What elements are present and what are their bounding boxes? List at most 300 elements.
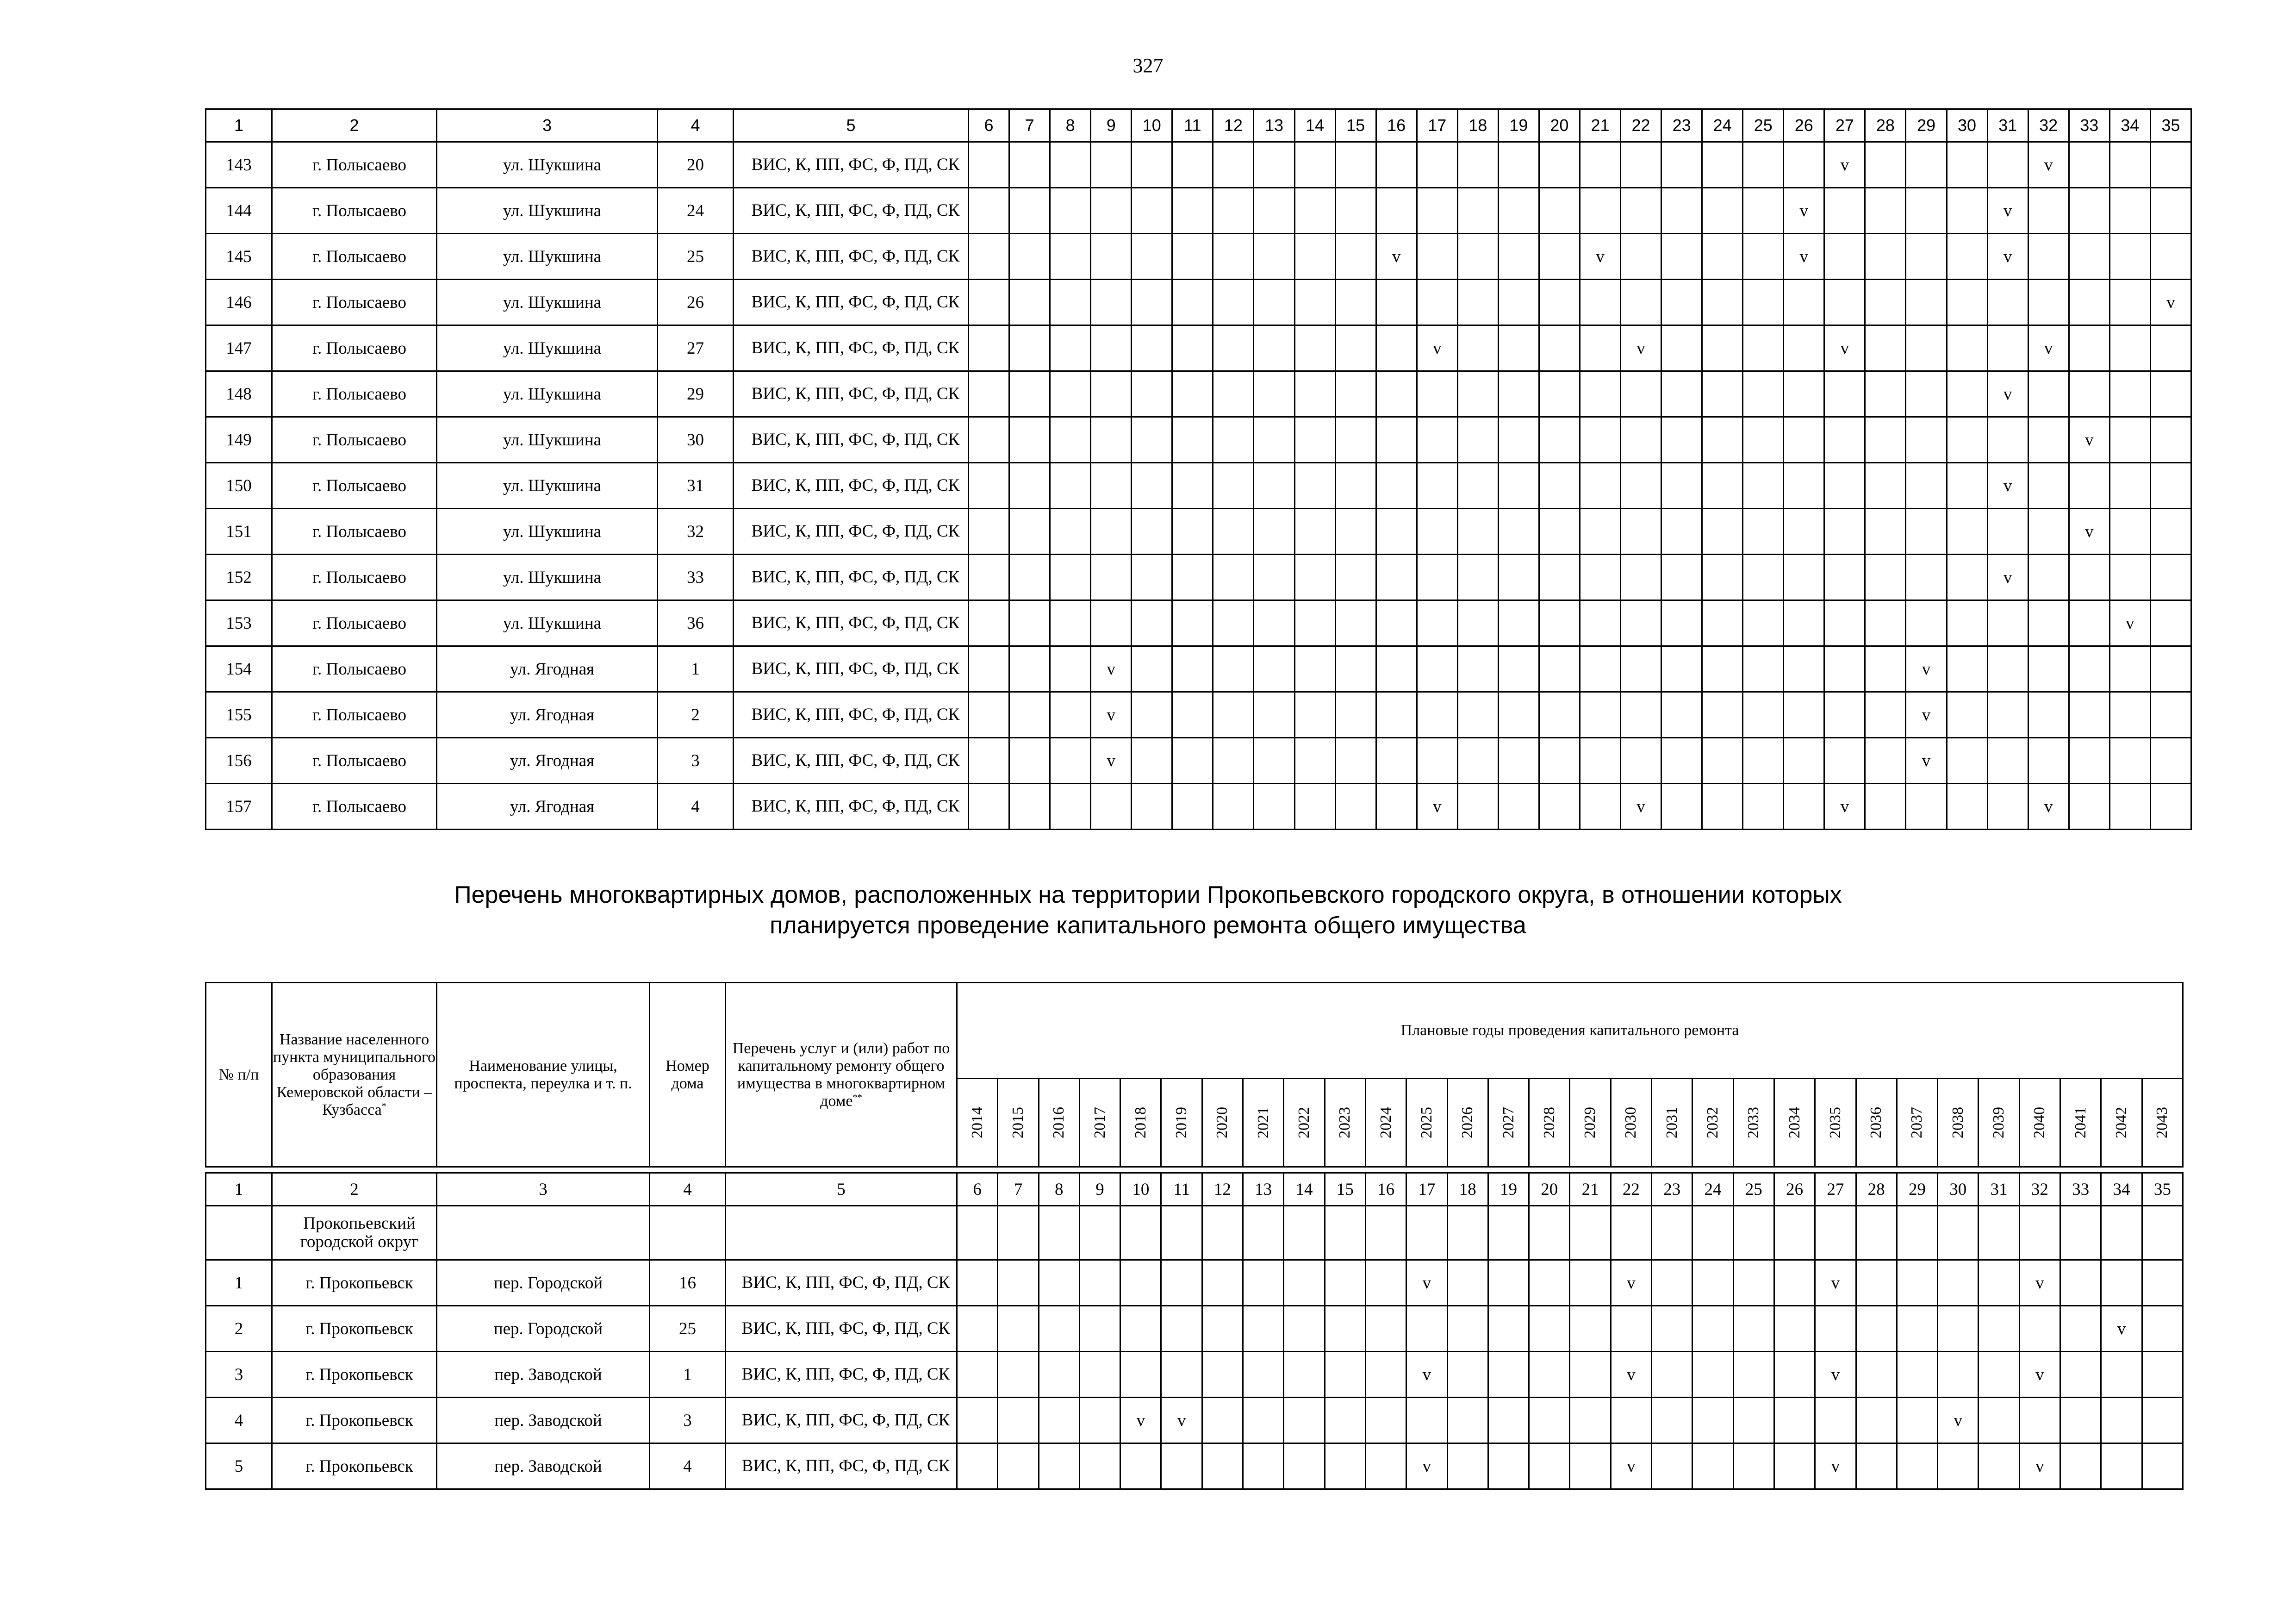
column-number: 4: [650, 1173, 726, 1206]
year-cell: [1376, 463, 1417, 509]
year-cell: [1009, 417, 1050, 463]
year-header: 2026: [1447, 1079, 1488, 1167]
year-cell: [957, 1443, 998, 1489]
column-number: 10: [1120, 1173, 1161, 1206]
column-number: 35: [2150, 109, 2191, 142]
year-cell: [1865, 600, 1906, 646]
town-footnote-mark: *: [381, 1101, 386, 1112]
year-cell: [2109, 646, 2150, 692]
year-cell: [1376, 417, 1417, 463]
year-cell: [1621, 142, 1661, 188]
year-cell: [1947, 784, 1987, 830]
row-number: 143: [206, 142, 272, 188]
year-cell: [2028, 234, 2069, 280]
year-cell: [1254, 463, 1294, 509]
year-cell: [2060, 1260, 2101, 1306]
year-cell: [969, 142, 1009, 188]
year-cell: [1243, 1352, 1284, 1398]
year-cell: [1079, 1398, 1120, 1443]
year-cell: [1039, 1398, 1079, 1443]
year-cell: [1294, 280, 1335, 325]
year-mark: v: [1091, 646, 1132, 692]
column-number: 13: [1254, 109, 1294, 142]
year-cell: [1784, 646, 1824, 692]
year-cell: [1243, 1443, 1284, 1489]
year-cell: [1570, 1398, 1611, 1443]
year-cell: [2109, 188, 2150, 234]
column-number: 34: [2101, 1173, 2142, 1206]
year-cell: [1661, 280, 1702, 325]
table-row: [206, 417, 2191, 463]
year-mark: v: [1091, 692, 1132, 738]
column-number: 16: [1376, 109, 1417, 142]
year-cell: [1652, 1443, 1692, 1489]
year-cell: [1702, 646, 1743, 692]
year-cell: [1335, 280, 1376, 325]
year-cell: [969, 417, 1009, 463]
year-cell: [1702, 463, 1743, 509]
house-number: 29: [658, 371, 734, 417]
year-cell: [969, 784, 1009, 830]
year-cell: [2060, 1306, 2101, 1352]
year-cell: [1856, 1260, 1897, 1306]
year-cell: [1865, 188, 1906, 234]
year-cell: [1294, 417, 1335, 463]
year-cell: [1447, 1306, 1488, 1352]
row-number: 5: [206, 1443, 272, 1489]
year-cell: [2069, 646, 2109, 692]
year-cell: [1661, 738, 1702, 784]
year-cell: [1335, 188, 1376, 234]
year-cell: [1906, 280, 1947, 325]
works-cell: ВИС, К, ПП, ФС, Ф, ПД, СК: [734, 371, 969, 417]
year-cell: [1202, 1443, 1243, 1489]
year-cell: [1580, 280, 1620, 325]
house-number: 3: [650, 1398, 726, 1443]
year-cell: [1539, 646, 1580, 692]
year-cell: [2109, 371, 2150, 417]
year-cell: [1815, 1306, 1856, 1352]
year-mark: v: [1417, 784, 1457, 830]
year-cell: [969, 646, 1009, 692]
year-cell: [1161, 1443, 1202, 1489]
year-cell: [1335, 692, 1376, 738]
year-cell: [1784, 325, 1824, 371]
year-cell: [1376, 188, 1417, 234]
year-cell: [1692, 1443, 1733, 1489]
year-cell: [1213, 417, 1254, 463]
year-cell: [1865, 325, 1906, 371]
year-cell: [1580, 509, 1620, 555]
year-mark: v: [1161, 1398, 1202, 1443]
year-cell: [1947, 234, 1987, 280]
year-cell: [1050, 142, 1091, 188]
year-cell: [1539, 600, 1580, 646]
year-cell: [2150, 738, 2191, 784]
house-number: 25: [650, 1306, 726, 1352]
year-header: 2015: [998, 1079, 1039, 1167]
year-cell: [1743, 142, 1784, 188]
year-cell: [2109, 555, 2150, 600]
year-cell: [1294, 234, 1335, 280]
house-number: 20: [658, 142, 734, 188]
year-cell: [2069, 142, 2109, 188]
year-header: 2024: [1365, 1079, 1406, 1167]
street-cell: ул. Ягодная: [437, 784, 658, 830]
year-cell: [1132, 371, 1172, 417]
year-cell: [1784, 463, 1824, 509]
year-cell: [1906, 555, 1947, 600]
works-cell: ВИС, К, ПП, ФС, Ф, ПД, СК: [734, 417, 969, 463]
table-row: [206, 1443, 2183, 1489]
year-cell: [1009, 692, 1050, 738]
year-cell: [1733, 1260, 1774, 1306]
year-cell: [969, 188, 1009, 234]
year-cell: [1987, 600, 2028, 646]
table-row: [206, 1352, 2183, 1398]
year-cell: [1580, 463, 1620, 509]
header-years-title: Плановые годы проведения капитального ремонта: [957, 983, 2183, 1079]
empty-cell: [1815, 1206, 1856, 1260]
year-cell: [2028, 738, 2069, 784]
year-cell: [1457, 280, 1498, 325]
table-row: [206, 142, 2191, 188]
year-cell: [1172, 738, 1213, 784]
column-number: 26: [1784, 109, 1824, 142]
year-cell: [1824, 509, 1865, 555]
year-header: 2043: [2142, 1079, 2183, 1167]
year-cell: [1906, 142, 1947, 188]
year-cell: [1376, 509, 1417, 555]
year-cell: [1865, 738, 1906, 784]
year-cell: [1091, 417, 1132, 463]
year-cell: [1784, 142, 1824, 188]
year-cell: [1979, 1306, 2019, 1352]
year-cell: [1824, 234, 1865, 280]
year-mark: v: [1824, 142, 1865, 188]
row-number: 150: [206, 463, 272, 509]
year-cell: [1213, 325, 1254, 371]
year-cell: [1570, 1443, 1611, 1489]
row-number: 144: [206, 188, 272, 234]
street-cell: ул. Ягодная: [437, 692, 658, 738]
empty-cell: [2019, 1206, 2060, 1260]
region-name: Прокопьевский городской округ: [272, 1206, 437, 1260]
year-cell: [2069, 234, 2109, 280]
year-cell: [2019, 1398, 2060, 1443]
year-cell: [1254, 784, 1294, 830]
year-cell: [2150, 646, 2191, 692]
year-cell: [1050, 325, 1091, 371]
year-cell: [1621, 646, 1661, 692]
year-cell: [1172, 463, 1213, 509]
empty-cell: [1897, 1206, 1937, 1260]
year-cell: [1213, 692, 1254, 738]
year-header: 2039: [1979, 1079, 2019, 1167]
town-cell: г. Прокопьевск: [272, 1306, 437, 1352]
year-cell: [1906, 509, 1947, 555]
year-cell: [1621, 234, 1661, 280]
year-mark: v: [1417, 325, 1457, 371]
year-cell: [1947, 417, 1987, 463]
year-cell: [1702, 600, 1743, 646]
street-cell: ул. Шукшина: [437, 417, 658, 463]
year-cell: [1079, 1260, 1120, 1306]
year-cell: [1376, 692, 1417, 738]
year-cell: [969, 738, 1009, 784]
empty-cell: [726, 1206, 957, 1260]
year-cell: [1091, 188, 1132, 234]
column-number: 32: [2019, 1173, 2060, 1206]
year-cell: [969, 555, 1009, 600]
year-cell: [1243, 1398, 1284, 1443]
year-mark: v: [1906, 692, 1947, 738]
year-cell: [1376, 555, 1417, 600]
year-cell: [1661, 234, 1702, 280]
works-cell: ВИС, К, ПП, ФС, Ф, ПД, СК: [726, 1306, 957, 1352]
year-cell: [1539, 188, 1580, 234]
year-cell: [1050, 463, 1091, 509]
empty-cell: [1079, 1206, 1120, 1260]
year-cell: [1488, 1352, 1529, 1398]
year-cell: [1335, 646, 1376, 692]
column-number: 20: [1529, 1173, 1570, 1206]
year-cell: [2069, 784, 2109, 830]
works-cell: ВИС, К, ПП, ФС, Ф, ПД, СК: [734, 463, 969, 509]
column-number: 7: [1009, 109, 1050, 142]
year-cell: [1120, 1260, 1161, 1306]
year-cell: [1897, 1260, 1937, 1306]
empty-cell: [1325, 1206, 1365, 1260]
year-cell: [1172, 555, 1213, 600]
empty-cell: [1120, 1206, 1161, 1260]
year-cell: [1906, 371, 1947, 417]
town-cell: г. Полысаево: [272, 280, 437, 325]
header-street: Наименование улицы, проспекта, переулка и т. п.: [437, 983, 650, 1167]
year-header: 2030: [1611, 1079, 1651, 1167]
year-cell: [1865, 784, 1906, 830]
house-number: 36: [658, 600, 734, 646]
empty-cell: [998, 1206, 1039, 1260]
year-header: 2031: [1652, 1079, 1692, 1167]
year-cell: [1457, 784, 1498, 830]
year-cell: [1784, 784, 1824, 830]
year-cell: [1979, 1260, 2019, 1306]
year-cell: [1702, 738, 1743, 784]
year-cell: [2069, 280, 2109, 325]
year-cell: [1172, 509, 1213, 555]
column-number: 9: [1079, 1173, 1120, 1206]
year-cell: [1294, 600, 1335, 646]
town-cell: г. Полысаево: [272, 463, 437, 509]
year-cell: [1161, 1260, 1202, 1306]
year-cell: [1987, 646, 2028, 692]
table-row: [206, 738, 2191, 784]
year-cell: [1580, 417, 1620, 463]
year-cell: [1132, 646, 1172, 692]
year-cell: [1661, 555, 1702, 600]
column-number: 3: [437, 1173, 650, 1206]
column-number: 13: [1243, 1173, 1284, 1206]
year-cell: [1050, 600, 1091, 646]
year-cell: [1417, 600, 1457, 646]
year-cell: [1580, 738, 1620, 784]
year-cell: [1091, 371, 1132, 417]
town-cell: г. Полысаево: [272, 371, 437, 417]
year-cell: [1294, 325, 1335, 371]
row-number: 3: [206, 1352, 272, 1398]
year-cell: [1498, 784, 1539, 830]
year-cell: [1009, 646, 1050, 692]
year-mark: v: [1580, 234, 1620, 280]
year-cell: [1132, 417, 1172, 463]
column-number: 11: [1161, 1173, 1202, 1206]
year-cell: [1009, 738, 1050, 784]
year-cell: [998, 1352, 1039, 1398]
year-cell: [1172, 600, 1213, 646]
column-number: 21: [1570, 1173, 1611, 1206]
house-number: 26: [658, 280, 734, 325]
heading-line-2: планируется проведение капитального ремонта общего имущества: [770, 912, 1526, 939]
year-cell: [2109, 463, 2150, 509]
year-mark: v: [1987, 188, 2028, 234]
year-cell: [1824, 555, 1865, 600]
year-cell: [1376, 600, 1417, 646]
year-cell: [1865, 234, 1906, 280]
year-cell: [1856, 1306, 1897, 1352]
year-cell: [1254, 692, 1294, 738]
table-prokopyevsk: [205, 982, 2184, 1490]
year-cell: [1774, 1352, 1815, 1398]
table-row: [206, 280, 2191, 325]
empty-cell: [1692, 1206, 1733, 1260]
year-cell: [1815, 1398, 1856, 1443]
year-cell: [1621, 738, 1661, 784]
year-cell: [1580, 784, 1620, 830]
year-header: 2021: [1243, 1079, 1284, 1167]
year-cell: [1702, 784, 1743, 830]
column-number: 23: [1661, 109, 1702, 142]
house-number: 31: [658, 463, 734, 509]
year-cell: [1079, 1443, 1120, 1489]
street-cell: ул. Шукшина: [437, 371, 658, 417]
year-cell: [1172, 646, 1213, 692]
year-cell: [1457, 600, 1498, 646]
year-cell: [1743, 325, 1784, 371]
year-cell: [1132, 555, 1172, 600]
year-header: 2029: [1570, 1079, 1611, 1167]
year-mark: v: [1987, 371, 2028, 417]
year-cell: [1580, 646, 1620, 692]
street-cell: пер. Заводской: [437, 1443, 650, 1489]
year-cell: [1457, 463, 1498, 509]
year-cell: [2060, 1398, 2101, 1443]
row-number: 154: [206, 646, 272, 692]
empty-cell: [206, 1206, 272, 1260]
year-cell: [1417, 463, 1457, 509]
year-cell: [2150, 142, 2191, 188]
house-number: 30: [658, 417, 734, 463]
works-cell: ВИС, К, ПП, ФС, Ф, ПД, СК: [734, 555, 969, 600]
year-cell: [2028, 509, 2069, 555]
year-cell: [2142, 1398, 2183, 1443]
works-cell: ВИС, К, ПП, ФС, Ф, ПД, СК: [734, 692, 969, 738]
year-cell: [1743, 692, 1784, 738]
year-cell: [1132, 692, 1172, 738]
column-number: 17: [1417, 109, 1457, 142]
year-cell: [2028, 600, 2069, 646]
column-number: 1: [206, 109, 272, 142]
table-row: [206, 784, 2191, 830]
year-cell: [1294, 142, 1335, 188]
year-cell: [1906, 234, 1947, 280]
year-cell: [1417, 738, 1457, 784]
year-cell: [2060, 1352, 2101, 1398]
year-cell: [2069, 325, 2109, 371]
year-header: 2019: [1161, 1079, 1202, 1167]
year-cell: [1539, 325, 1580, 371]
year-cell: [969, 463, 1009, 509]
empty-cell: [1406, 1206, 1447, 1260]
year-cell: [1417, 555, 1457, 600]
year-cell: [1457, 142, 1498, 188]
year-cell: [1335, 600, 1376, 646]
year-cell: [1947, 646, 1987, 692]
year-cell: [1938, 1306, 1979, 1352]
year-cell: [1529, 1260, 1570, 1306]
year-cell: [1784, 692, 1824, 738]
year-cell: [1050, 234, 1091, 280]
town-cell: г. Полысаево: [272, 646, 437, 692]
year-cell: [1611, 1398, 1651, 1443]
year-cell: [2150, 371, 2191, 417]
street-cell: ул. Шукшина: [437, 280, 658, 325]
year-cell: [1498, 234, 1539, 280]
column-number: 9: [1091, 109, 1132, 142]
table-row: [206, 600, 2191, 646]
year-cell: [1294, 555, 1335, 600]
year-cell: [1661, 509, 1702, 555]
year-cell: [1570, 1352, 1611, 1398]
year-cell: [1702, 188, 1743, 234]
year-cell: [1417, 234, 1457, 280]
year-cell: [1897, 1398, 1937, 1443]
year-mark: v: [1987, 463, 2028, 509]
year-cell: [1447, 1443, 1488, 1489]
year-cell: [2109, 509, 2150, 555]
year-cell: [2069, 188, 2109, 234]
year-cell: [1091, 784, 1132, 830]
year-cell: [1784, 555, 1824, 600]
year-cell: [1254, 188, 1294, 234]
year-cell: [1580, 142, 1620, 188]
year-cell: [2150, 509, 2191, 555]
year-cell: [1254, 738, 1294, 784]
year-cell: [1447, 1398, 1488, 1443]
works-cell: ВИС, К, ПП, ФС, Ф, ПД, СК: [734, 325, 969, 371]
year-mark: v: [1784, 234, 1824, 280]
year-cell: [1702, 417, 1743, 463]
year-cell: [2069, 600, 2109, 646]
column-number: 2: [272, 109, 437, 142]
town-cell: г. Полысаево: [272, 142, 437, 188]
year-cell: [1865, 280, 1906, 325]
year-cell: [969, 325, 1009, 371]
year-cell: [1447, 1260, 1488, 1306]
year-cell: [1865, 463, 1906, 509]
year-mark: v: [1406, 1352, 1447, 1398]
year-cell: [1213, 784, 1254, 830]
